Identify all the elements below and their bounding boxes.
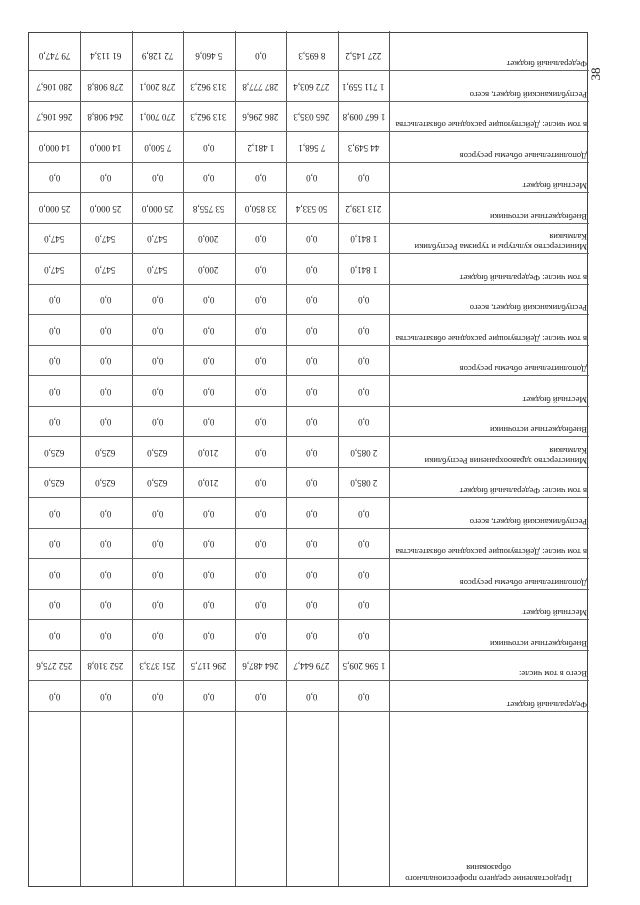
value-cell: 272 603,4	[293, 81, 330, 92]
value-cell: 0,0	[306, 447, 318, 458]
value-cell: 296 117,5	[191, 661, 227, 672]
row-label: Всего в том числе:	[518, 669, 587, 680]
value-cell: 0,0	[49, 600, 61, 611]
row-label: Внебюджетные источники	[489, 425, 587, 436]
value-cell: 0,0	[100, 173, 112, 184]
value-cell: 0,0	[306, 386, 318, 397]
value-cell: 0,0	[203, 600, 215, 611]
value-cell: 0,0	[203, 508, 215, 519]
value-cell: 7 568,1	[298, 142, 326, 153]
value-cell: 0,0	[357, 600, 369, 611]
row-label: Федеральный бюджет	[506, 700, 587, 710]
value-cell: 625,0	[96, 478, 117, 489]
value-cell: 278 200,1	[139, 81, 176, 92]
value-cell: 0,0	[357, 691, 369, 702]
value-cell: 0,0	[357, 630, 369, 641]
value-cell: 313 962,3	[191, 112, 227, 123]
value-cell: 0,0	[203, 173, 215, 184]
value-cell: 264 908,8	[88, 112, 125, 123]
row-label: Внебюджетные источники	[489, 639, 587, 649]
value-cell: 0,0	[203, 630, 215, 641]
row-label: Внебюджетные источники	[489, 212, 587, 222]
value-cell: 61 113,4	[90, 51, 122, 62]
value-cell: 0,0	[357, 356, 369, 367]
value-cell: 0,0	[100, 508, 112, 519]
value-cell: 0,0	[254, 234, 267, 245]
value-cell: 0,0	[254, 478, 267, 489]
value-cell: 50 533,4	[296, 203, 328, 214]
value-cell: 0,0	[100, 630, 112, 641]
value-cell: 0,0	[49, 539, 61, 550]
value-cell: 2 085,0	[349, 478, 377, 489]
description-label: Предоставление среднего профессионального образования	[405, 863, 573, 884]
value-cell: 625,0	[44, 478, 65, 489]
value-cell: 0,0	[306, 295, 318, 306]
value-cell: 0,0	[203, 569, 215, 580]
value-cell: 0,0	[151, 691, 164, 702]
row-label: Республиканский бюджет, всего	[469, 90, 587, 100]
value-cell: 0,0	[254, 356, 267, 367]
value-cell: 33 850,0	[244, 203, 277, 214]
value-cell: 0,0	[254, 295, 267, 306]
value-cell: 79 747,0	[38, 51, 71, 62]
value-cell: 547,0	[44, 264, 65, 275]
value-cell: 280 106,7	[36, 81, 73, 92]
value-cell: 1 711 559,1	[342, 81, 385, 92]
value-cell: 0,0	[203, 417, 215, 428]
value-cell: 547,0	[147, 264, 168, 275]
value-cell: 0,0	[357, 173, 369, 184]
value-cell: 0,0	[306, 539, 318, 550]
value-cell: 0,0	[151, 539, 164, 550]
value-cell: 0,0	[49, 691, 61, 702]
value-cell: 0,0	[100, 539, 112, 550]
value-cell: 0,0	[151, 600, 164, 611]
value-cell: 0,0	[151, 356, 164, 367]
budget-table	[28, 32, 588, 887]
value-cell: 0,0	[254, 447, 267, 458]
value-cell: 252 275,6	[36, 661, 73, 672]
value-cell: 1 841,0	[349, 234, 377, 245]
value-cell: 44 549,3	[347, 142, 380, 153]
value-cell: 0,0	[203, 539, 215, 550]
value-cell: 25 000,0	[141, 203, 174, 214]
value-cell: 0,0	[100, 295, 112, 306]
value-cell: 278 908,8	[88, 81, 125, 92]
value-cell: 210,0	[198, 447, 220, 458]
row-label: в том числе: Действующие расходные обязательства	[395, 547, 587, 558]
value-cell: 0,0	[151, 508, 164, 519]
value-cell: 0,0	[357, 295, 369, 306]
value-cell: 0,0	[306, 569, 318, 580]
value-cell: 0,0	[49, 508, 61, 519]
value-cell: 0,0	[49, 569, 61, 580]
value-cell: 72 128,9	[141, 51, 174, 62]
value-cell: 0,0	[254, 173, 267, 184]
page-number: 38	[588, 67, 603, 81]
value-cell: 0,0	[203, 386, 215, 397]
value-cell: 0,0	[203, 691, 215, 702]
value-cell: 0,0	[203, 325, 215, 336]
value-cell: 0,0	[49, 173, 61, 184]
value-cell: 0,0	[306, 600, 318, 611]
value-cell: 0,0	[357, 508, 369, 519]
value-cell: 625,0	[147, 478, 168, 489]
value-cell: 286 296,6	[242, 112, 279, 123]
value-cell: 0,0	[254, 539, 267, 550]
value-cell: 0,0	[306, 356, 318, 367]
value-cell: 0,0	[151, 569, 164, 580]
value-cell: 0,0	[151, 325, 164, 336]
value-cell: 0,0	[254, 508, 267, 519]
value-cell: 0,0	[49, 630, 61, 641]
row-label: Местный бюджет	[522, 395, 587, 405]
value-cell: 0,0	[151, 417, 164, 428]
row-label: Министерство культуры и туризма Республики Калмыкия	[414, 232, 587, 253]
value-cell: 0,0	[203, 295, 215, 306]
value-cell: 5 460,6	[195, 51, 223, 62]
value-cell: 0,0	[151, 386, 164, 397]
row-label: Дополнительные объемы ресурсов	[459, 364, 587, 375]
row-label: Местный бюджет	[522, 181, 587, 192]
value-cell: 0,0	[49, 356, 61, 367]
value-cell: 213 139,2	[345, 203, 382, 214]
value-cell: 0,0	[306, 173, 318, 184]
value-cell: 0,0	[100, 356, 112, 367]
value-cell: 547,0	[96, 234, 117, 245]
value-cell: 0,0	[357, 539, 369, 550]
value-cell: 1 481,2	[246, 142, 274, 153]
row-label: Федеральный бюджет	[506, 59, 587, 70]
value-cell: 0,0	[203, 356, 215, 367]
value-cell: 14 000,0	[38, 142, 71, 153]
value-cell: 0,0	[254, 325, 267, 336]
value-cell: 0,0	[100, 325, 112, 336]
value-cell: 1 667 009,8	[341, 112, 385, 123]
value-cell: 0,0	[100, 691, 112, 702]
row-label: Министерство здравоохранения Республики Калмыкия	[424, 446, 587, 466]
value-cell: 0,0	[151, 173, 164, 184]
value-cell: 53 755,8	[193, 203, 225, 214]
value-cell: 252 310,8	[88, 661, 125, 672]
value-cell: 0,0	[254, 569, 267, 580]
value-cell: 547,0	[147, 234, 168, 245]
value-cell: 547,0	[44, 234, 65, 245]
value-cell: 8 695,3	[298, 51, 326, 62]
value-cell: 0,0	[306, 478, 318, 489]
value-cell: 0,0	[254, 417, 267, 428]
value-cell: 0,0	[306, 508, 318, 519]
value-cell: 0,0	[49, 295, 61, 306]
value-cell: 0,0	[49, 417, 61, 428]
value-cell: 0,0	[254, 51, 267, 62]
value-cell: 0,0	[254, 386, 267, 397]
value-cell: 0,0	[357, 386, 369, 397]
value-cell: 266 106,7	[36, 112, 73, 123]
value-cell: 264 487,6	[242, 661, 279, 672]
value-cell: 0,0	[203, 142, 215, 153]
value-cell: 1 841,0	[349, 264, 377, 275]
value-cell: 14 000,0	[90, 142, 122, 153]
row-label: Дополнительные объемы ресурсов	[459, 151, 587, 161]
value-cell: 7 500,0	[144, 142, 172, 153]
value-cell: 279 644,7	[293, 661, 330, 672]
value-cell: 0,0	[100, 600, 112, 611]
value-cell: 25 000,0	[38, 203, 71, 214]
row-label: в том числе: Действующие расходные обязательства	[395, 120, 587, 131]
value-cell: 0,0	[357, 417, 369, 428]
value-cell: 0,0	[254, 600, 267, 611]
value-cell: 200,0	[198, 234, 220, 245]
value-cell: 0,0	[100, 569, 112, 580]
value-cell: 0,0	[357, 569, 369, 580]
value-cell: 0,0	[151, 630, 164, 641]
value-cell: 313 962,3	[191, 81, 227, 92]
rotated-page	[28, 32, 588, 887]
value-cell: 0,0	[306, 234, 318, 245]
value-cell: 0,0	[306, 630, 318, 641]
row-label: в том числе: Действующие расходные обязательства	[395, 334, 587, 344]
value-cell: 0,0	[254, 264, 267, 275]
value-cell: 25 000,0	[90, 203, 122, 214]
value-cell: 0,0	[306, 325, 318, 336]
value-cell: 0,0	[49, 325, 61, 336]
value-cell: 547,0	[96, 264, 117, 275]
value-cell: 287 777,8	[242, 81, 279, 92]
row-label: Республиканский бюджет, всего	[469, 303, 587, 314]
value-cell: 0,0	[151, 295, 164, 306]
row-label: в том числе: Федеральный бюджет	[459, 273, 587, 283]
row-label: Республиканский бюджет, всего	[469, 517, 587, 527]
value-cell: 0,0	[100, 386, 112, 397]
value-cell: 0,0	[306, 691, 318, 702]
value-cell: 2 085,0	[349, 447, 377, 458]
row-label: в том числе: Федеральный бюджет	[459, 486, 587, 497]
value-cell: 210,0	[198, 478, 220, 489]
value-cell: 0,0	[357, 325, 369, 336]
value-cell: 0,0	[49, 386, 61, 397]
row-label: Местный бюджет	[522, 608, 587, 619]
value-cell: 251 373,3	[139, 661, 176, 672]
value-cell: 625,0	[44, 447, 65, 458]
value-cell: 625,0	[147, 447, 168, 458]
value-cell: 265 035,3	[293, 112, 330, 123]
value-cell: 0,0	[100, 417, 112, 428]
value-cell: 200,0	[198, 264, 220, 275]
value-cell: 227 145,2	[345, 51, 382, 62]
value-cell: 0,0	[254, 630, 267, 641]
value-cell: 625,0	[96, 447, 117, 458]
value-cell: 0,0	[254, 691, 267, 702]
value-cell: 0,0	[306, 417, 318, 428]
value-cell: 270 700,1	[139, 112, 176, 123]
row-label: Дополнительные объемы ресурсов	[459, 578, 587, 588]
value-cell: 0,0	[306, 264, 318, 275]
value-cell: 1 596 209,5	[341, 661, 385, 672]
